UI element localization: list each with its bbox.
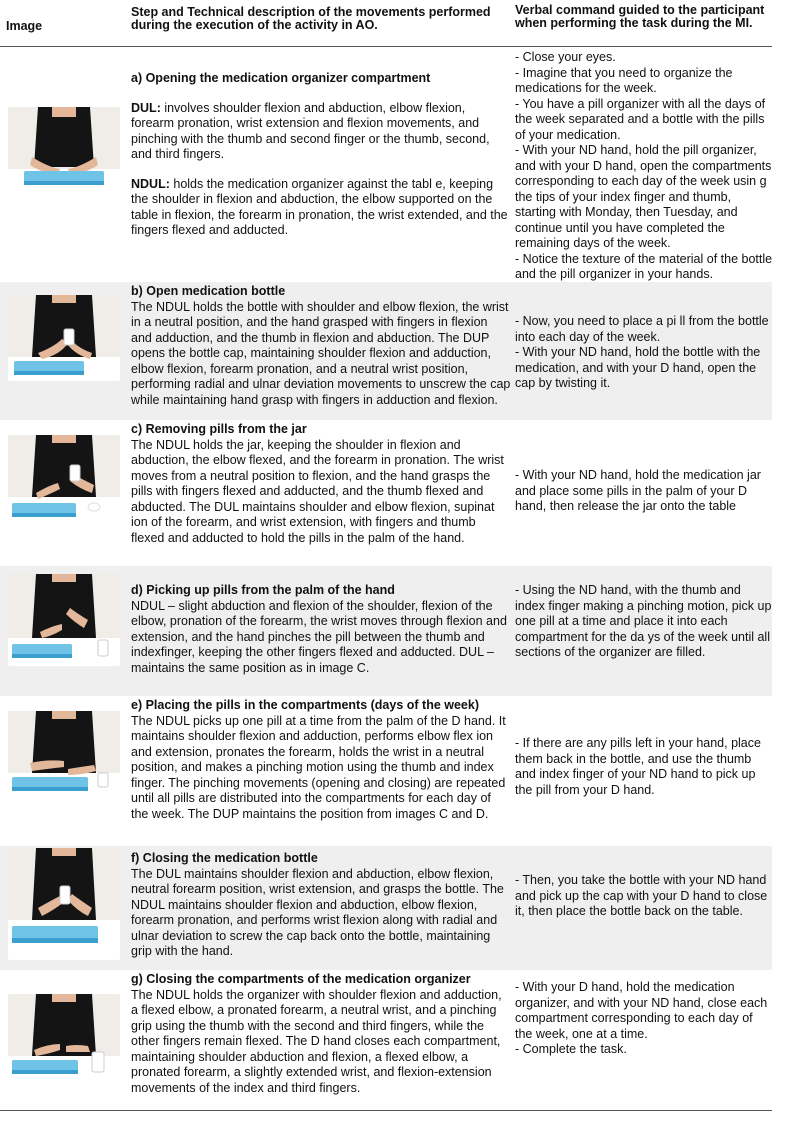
command-e: - If there are any pills left in your hand, place them back in the bottle, and use the thumb and index finger of your ND hand to pick up the pill from your D hand.	[515, 736, 761, 797]
photo-illustration	[8, 435, 120, 523]
table-row-b	[0, 282, 772, 420]
table-row-c	[0, 420, 772, 566]
step-text-e: The NDUL picks up one pill at a time from the palm of the D hand. It maintains shoulder flexion and adduction, performs elbow flex ion and extension, pronates the forearm, holds the wrist in a neutral position, and makes a pinching motion using the thumb and index finger. The pinching movements (opening and closing) are repeated until all pills are distributed into the compartments for each day of the week. The DUP maintains the position from images C and D.	[131, 713, 506, 821]
step-title-a: a) Opening the medication organizer compartment	[131, 71, 431, 85]
header-step: Step and Technical description of the movements performed during the execution of the activity in AO.	[131, 5, 491, 32]
step-title-f: f) Closing the medication bottle	[131, 851, 318, 865]
step-text-b: The NDUL holds the bottle with shoulder and elbow flexion, the wrist in a neutral position, and the hand grasped with fingers in flexion and adduction, and the thumb in flexion and abduction. The DUP opens the bottle cap, maintaining shoulder flexion and adduction, elbow flexion, forearm pronation, and a neutral wrist position, performing radial and ulnar deviation movements to unscrew the cap while maintaining hand grasp with fingers in adduction and flexion.	[131, 299, 511, 407]
step-description-c	[131, 422, 511, 546]
photo-a	[8, 107, 120, 195]
step-description-a	[131, 71, 511, 239]
step-description-e	[131, 698, 511, 822]
step-text-c: The NDUL holds the jar, keeping the shoulder in flexion and abduction, the elbow flexed, and the forearm in pronation. The wrist moves from a neutral position to flexion, and the hand grasps the pills with fingers flexed and adducted, and the thumb flexed and abducted. The DUL maintains shoulder and elbow flexion, supinat ion of the forearm, and wrist extension, with fingers and thumb flexed and adducted to hold the pills in the palm of the hand.	[131, 437, 504, 545]
photo-c	[8, 435, 120, 523]
command-c: - With your ND hand, hold the medication jar and place some pills in the palm of your D hand, then release the jar onto the table	[515, 468, 761, 513]
table-row-d	[0, 566, 772, 696]
step-title-c: c) Removing pills from the jar	[131, 422, 307, 436]
table-row-e	[0, 696, 772, 846]
step-title-d: d) Picking up pills from the palm of the hand	[131, 583, 395, 597]
photo-g	[8, 994, 120, 1082]
photo-illustration	[8, 295, 120, 381]
table-row-a	[0, 47, 772, 282]
table-row-f	[0, 846, 772, 970]
step-title-g: g) Closing the compartments of the medication organizer	[131, 972, 471, 986]
photo-e	[8, 711, 120, 799]
photo-b	[8, 295, 120, 381]
command-f: - Then, you take the bottle with your ND hand and pick up the cap with your D hand to close it, then place the bottle back on the table.	[515, 873, 768, 918]
step-title-b: b) Open medication bottle	[131, 284, 286, 298]
dul-paragraph: DUL: involves shoulder flexion and abduction, elbow flexion, forearm pronation, wrist extension and flexion movements, and pinching with the thumb and second finger or the thumb, second, and third fingers.	[131, 100, 490, 161]
photo-f	[8, 848, 120, 960]
command-a: - Close your eyes. - Imagine that you need to organize the medications for the week. - You have a pill organizer with all the days of the week separated and a bottle with the pills of your medication. - With your ND hand, hold the pill organizer, and with your D hand, open the compartments corresponding to each day of the week usin g the tips of your index finger and thumb, starting with Monday, then Tuesday, and continue until you have completed the remaining days of the week. - Notice the texture of the material of the bottle and the pill organizer in your hands.	[515, 50, 773, 281]
photo-illustration	[8, 574, 120, 666]
header-image: Image	[6, 19, 43, 33]
step-description-d	[131, 583, 511, 676]
ndul-paragraph: NDUL: holds the medication organizer against the tabl e, keeping the shoulder in flexion and abduction, the elbow supported on the table in flexion, the forearm in pronation, the wrist extended, and the fingers flexed and adducted.	[131, 176, 508, 237]
command-d: - Using the ND hand, with the thumb and index finger making a pinching motion, pick up one pill at a time and place it into each compartment for the da ys of the week until all sections of the organizer are filled.	[515, 583, 772, 659]
photo-illustration	[8, 711, 120, 799]
photo-illustration	[8, 107, 120, 195]
step-text-g: The NDUL holds the organizer with shoulder flexion and adduction, a flexed elbow, a pronated forearm, a neutral wrist, and a pinching grip using the thumb with the second and third fingers, while the other fingers remain flexed. The D hand closes each compartment, maintaining shoulder abduction and flexion, a flexed elbow, a pronated forearm, a slightly extended wrist, and flexion-extension movements of the index and third fingers.	[131, 987, 502, 1095]
command-g: - With your D hand, hold the medication organizer, and with your ND hand, close each compartment corresponding to each day of the week, one at a time. - Complete the task.	[515, 980, 768, 1056]
step-text-d: NDUL – slight abduction and flexion of the shoulder, flexion of the elbow, pronation of the forearm, the wrist moves through flexion and extension, and the hand pinches the pill between the thumb and indexfinger, keeping the other fingers flexed and adducted. DUL – maintains the same position as in image C.	[131, 598, 507, 675]
table-row-g	[0, 970, 772, 1110]
table-bottom-rule	[0, 1110, 772, 1111]
header-command: Verbal command guided to the participant when performing the task during the MI.	[515, 3, 765, 30]
step-description-f	[131, 851, 511, 960]
photo-illustration	[8, 848, 120, 960]
command-b: - Now, you need to place a pi ll from the bottle into each day of the week. - With your ND hand, hold the bottle with the medication, and with your D hand, open the cap by twisting it.	[515, 314, 769, 390]
step-description-b	[131, 284, 511, 408]
step-text-f: The DUL maintains shoulder flexion and abduction, elbow flexion, neutral forearm position, wrist extension, and grasps the bottle. The NDUL maintains shoulder flexion and abduction, elbow flexion, forearm pronation, and performs wrist flexion along with radial and ulnar deviation to screw the cap back onto the bottle, maintaining grip with the hand.	[131, 866, 504, 958]
table-header	[0, 0, 772, 47]
photo-d	[8, 574, 120, 666]
photo-illustration	[8, 994, 120, 1082]
step-title-e: e) Placing the pills in the compartments (days of the week)	[131, 698, 479, 712]
step-description-g	[131, 972, 511, 1096]
